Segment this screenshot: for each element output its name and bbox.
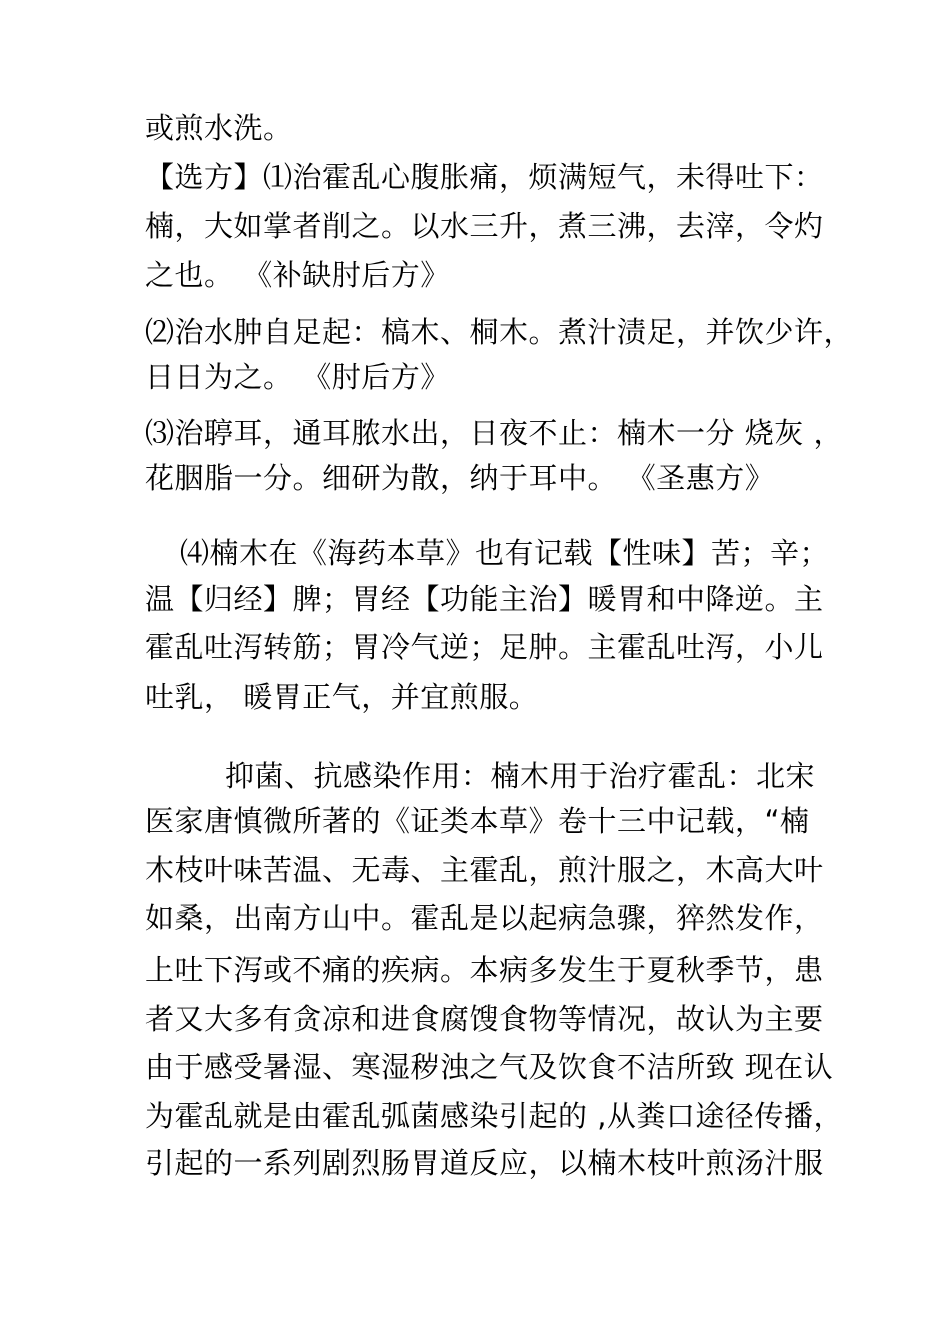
text-line: 花胭脂一分。细研为散，纳于耳中。 《圣惠方》 — [145, 461, 775, 495]
text-line: 吐乳， 暖胃正气，并宜煎服。 — [145, 680, 539, 714]
text-line: 温【归经】脾；胃经【功能主治】暖胃和中降逆。主 — [145, 582, 824, 616]
text-line: 引起的一系列剧烈肠胃道反应，以楠木枝叶煎汤汁服 — [145, 1146, 824, 1180]
text-line: 之也。 《补缺肘后方》 — [145, 258, 450, 292]
text-line: 楠，大如掌者削之。以水三升，煮三沸，去滓，令灼 — [145, 209, 824, 243]
text-line: ⑵治水肿自足起：槁木、桐木。煮汁渍足，并饮少许， — [145, 315, 854, 349]
text-line: 如桑，出南方山中。霍乱是以起病急骤，猝然发作， — [145, 901, 824, 935]
text-line: 医家唐慎微所著的《证类本草》卷十三中记载，“楠 — [145, 804, 810, 838]
text-line: 者又大多有贪凉和进食腐馊食物等情况，故认为主要 — [145, 1002, 824, 1036]
text-line: 抑菌、抗感染作用：楠木用于治疗霍乱：北宋 — [225, 759, 816, 793]
text-line: 上吐下泻或不痛的疾病。本病多发生于夏秋季节，患 — [145, 953, 824, 987]
text-line: 为霍乱就是由霍乱弧菌感染引起的 ,从粪口途径传播， — [145, 1099, 843, 1133]
text-line: 木枝叶味苦温、无毒、主霍乱，煎汁服之，木高大叶 — [145, 853, 824, 887]
text-line: 由于感受暑湿、寒湿秽浊之气及饮食不洁所致 现在认 — [145, 1050, 834, 1084]
text-line: 【选方】⑴治霍乱心腹胀痛，烦满短气，未得吐下： — [145, 160, 824, 194]
text-line: 或煎水洗。 — [145, 111, 293, 145]
text-line: 霍乱吐泻转筋；胃冷气逆；足肿。主霍乱吐泻，小儿 — [145, 630, 824, 664]
text-line: ⑷楠木在《海药本草》也有记载【性味】苦；辛； — [180, 536, 830, 570]
text-line: ⑶治聤耳，通耳脓水出，日夜不止：楠木一分 烧灰 ， — [145, 416, 843, 450]
text-line: 日日为之。 《肘后方》 — [145, 360, 450, 394]
